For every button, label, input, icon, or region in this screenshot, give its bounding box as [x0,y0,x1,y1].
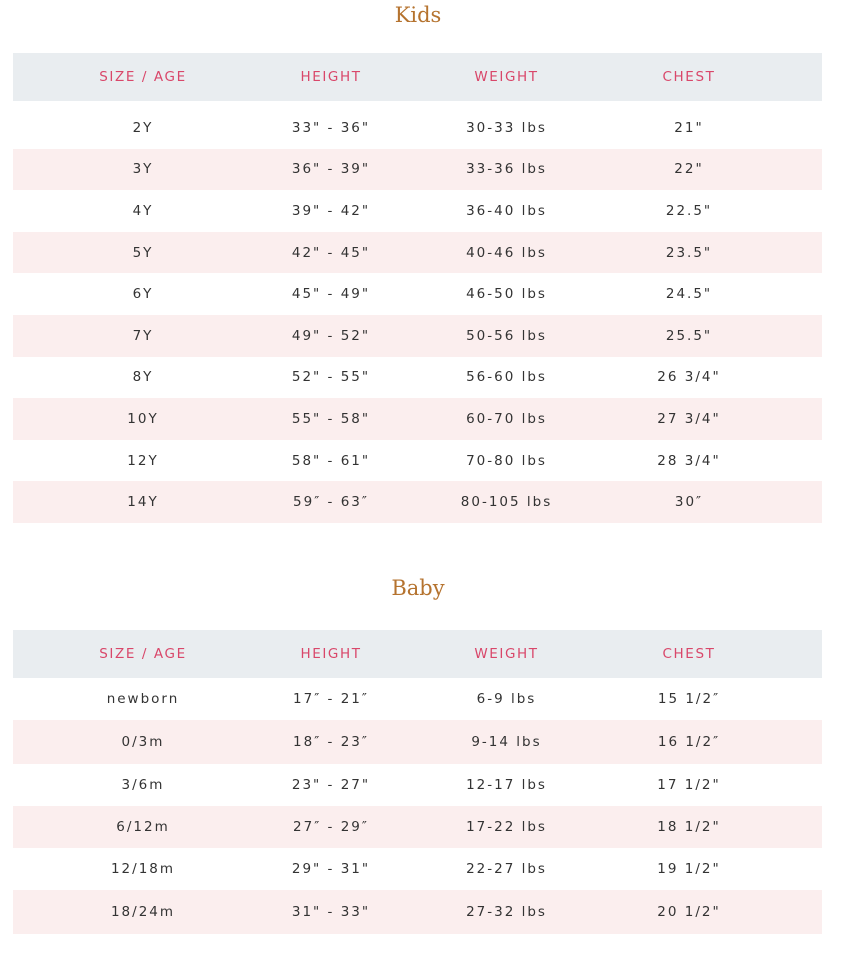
weight-cell: 50-56 lbs [466,327,547,344]
chest-cell: 19 1/2" [657,861,721,877]
weight-cell: 30-33 lbs [466,119,547,136]
size-cell: 14Y [127,494,159,511]
table-row [13,357,822,399]
header-weight: WEIGHT [474,646,539,662]
height-cell: 17″ - 21″ [293,691,369,707]
chest-cell: 24.5" [665,286,713,303]
size-cell: 10Y [127,410,159,427]
table-row [13,398,822,440]
chest-cell: 22.5" [665,202,713,219]
kids-size-table [13,53,822,523]
header-height: HEIGHT [300,69,362,85]
weight-cell: 33-36 lbs [466,161,547,178]
chest-cell: 27 3/4" [657,410,721,427]
table-row [13,890,822,934]
height-cell: 27″ - 29″ [293,819,369,835]
weight-cell: 36-40 lbs [466,202,547,219]
height-cell: 33" - 36" [291,119,371,136]
kids-section-title: Kids [394,3,442,27]
height-cell: 18″ - 23″ [293,734,369,750]
table-row [13,232,822,274]
table-row [13,273,822,315]
size-cell: 12/18m [110,861,176,877]
weight-cell: 56-60 lbs [466,369,547,386]
chest-cell: 18 1/2" [657,819,721,835]
size-cell: 3/6m [121,777,165,793]
height-cell: 55" - 58" [291,410,371,427]
size-cell: 18/24m [110,904,176,920]
table-row [13,848,822,890]
chest-cell: 15 1/2″ [657,691,721,707]
height-cell: 29" - 31" [291,861,371,877]
weight-cell: 17-22 lbs [466,819,547,835]
size-cell: newborn [106,691,180,707]
table-row [13,806,822,848]
weight-cell: 70-80 lbs [466,452,547,469]
weight-cell: 27-32 lbs [466,904,547,920]
weight-cell: 6-9 lbs [476,691,537,707]
size-cell: 6Y [132,286,154,303]
header-chest: CHEST [662,646,716,662]
chest-cell: 30″ [674,494,704,511]
weight-cell: 46-50 lbs [466,286,547,303]
weight-cell: 60-70 lbs [466,410,547,427]
chest-cell: 21" [674,119,704,136]
chest-cell: 22" [674,161,704,178]
table-header [13,630,822,678]
chest-cell: 20 1/2" [657,904,721,920]
weight-cell: 12-17 lbs [466,777,547,793]
height-cell: 52" - 55" [291,369,371,386]
height-cell: 58" - 61" [291,452,371,469]
table-row [13,481,822,523]
table-row [13,190,822,232]
height-cell: 59″ - 63″ [293,494,369,511]
table-row [13,315,822,357]
size-cell: 3Y [132,161,154,178]
chest-cell: 16 1/2″ [657,734,721,750]
table-row [13,678,822,720]
size-cell: 5Y [132,244,154,261]
height-cell: 39" - 42" [291,202,371,219]
header-chest: CHEST [662,69,716,85]
header-weight: WEIGHT [474,69,539,85]
chest-cell: 26 3/4" [657,369,721,386]
height-cell: 49" - 52" [291,327,371,344]
table-row [13,720,822,764]
weight-cell: 80-105 lbs [460,494,553,511]
table-row [13,149,822,191]
size-cell: 8Y [132,369,154,386]
size-cell: 7Y [132,327,154,344]
table-row [13,107,822,149]
header-size-age: SIZE / AGE [99,646,187,662]
size-cell: 0/3m [121,734,165,750]
height-cell: 36" - 39" [291,161,371,178]
baby-section-title: Baby [391,576,445,600]
height-cell: 31" - 33" [291,904,371,920]
size-cell: 4Y [132,202,154,219]
height-cell: 23" - 27" [291,777,371,793]
table-row [13,440,822,482]
chest-cell: 28 3/4" [657,452,721,469]
size-cell: 2Y [132,119,154,136]
chest-cell: 17 1/2" [657,777,721,793]
table-header [13,53,822,101]
height-cell: 42" - 45" [291,244,371,261]
table-row [13,764,822,806]
weight-cell: 22-27 lbs [466,861,547,877]
height-cell: 45" - 49" [291,286,371,303]
chest-cell: 25.5" [665,327,713,344]
size-cell: 12Y [127,452,159,469]
weight-cell: 9-14 lbs [471,734,542,750]
weight-cell: 40-46 lbs [466,244,547,261]
chest-cell: 23.5" [665,244,713,261]
baby-size-table [13,630,822,934]
size-cell: 6/12m [116,819,170,835]
header-height: HEIGHT [300,646,362,662]
header-size-age: SIZE / AGE [99,69,187,85]
